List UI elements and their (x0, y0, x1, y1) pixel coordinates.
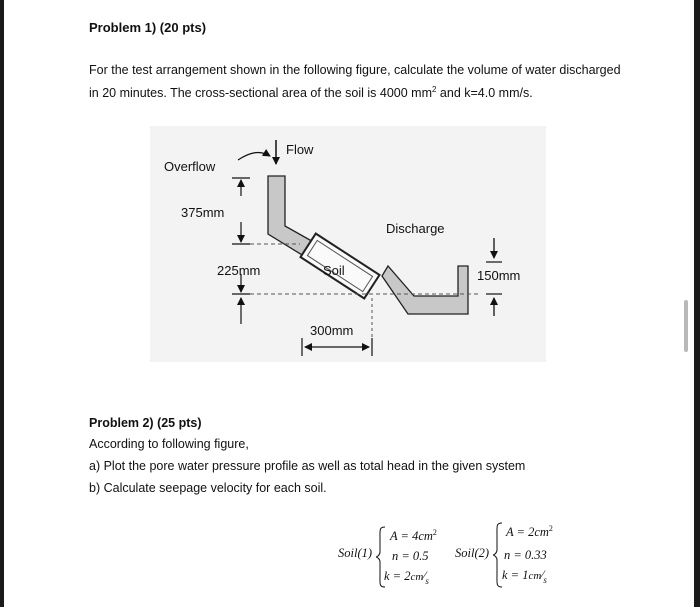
flow-label: Flow (286, 142, 314, 157)
dimension-150mm: 150mm (477, 268, 521, 283)
overflow-label: Overflow (164, 159, 216, 174)
dimension-225mm: 225mm (217, 263, 261, 278)
soil2-permeability: $k = 1cm⁄_s$ (502, 568, 547, 585)
dimension-375mm: 375mm (181, 205, 225, 220)
soil2-area: $A = 2cm^2$ (506, 524, 553, 540)
problem2-item-a: a) Plot the pore water pressure profile as well as total head in the given system (89, 459, 526, 473)
soil2-label: Soil(2) (455, 546, 490, 560)
soil2-porosity: n = 0.33 (504, 548, 547, 562)
soil1-permeability: $k = 2cm⁄_s$ (384, 569, 429, 586)
problem1-heading: Problem 1) (20 pts) (89, 20, 207, 35)
scrollbar-thumb[interactable] (684, 300, 688, 352)
soil1-label: Soil(1) (338, 546, 373, 560)
problem2-item-b: b) Calculate seepage velocity for each soil. (89, 481, 327, 495)
window-edge-left (0, 0, 4, 607)
problem2-heading: Problem 2) (25 pts) (89, 416, 202, 430)
soil1-area: $A = 4cm^2$ (390, 528, 437, 544)
soil1-porosity: n = 0.5 (392, 549, 429, 563)
window-edge-right (694, 0, 700, 607)
discharge-label: Discharge (386, 221, 445, 236)
dimension-300mm: 300mm (310, 323, 354, 338)
problem1-text-line1: For the test arrangement shown in the following figure, calculate the volume of water discharged (89, 63, 621, 77)
test-arrangement-figure (150, 126, 546, 362)
soil-label: Soil (323, 263, 345, 278)
problem1-text-line2: in 20 minutes. The cross-sectional area of the soil is 4000 $mm^2$ and k=4.0 mm/s. (89, 85, 533, 101)
problem2-intro: According to following figure, (89, 437, 249, 451)
